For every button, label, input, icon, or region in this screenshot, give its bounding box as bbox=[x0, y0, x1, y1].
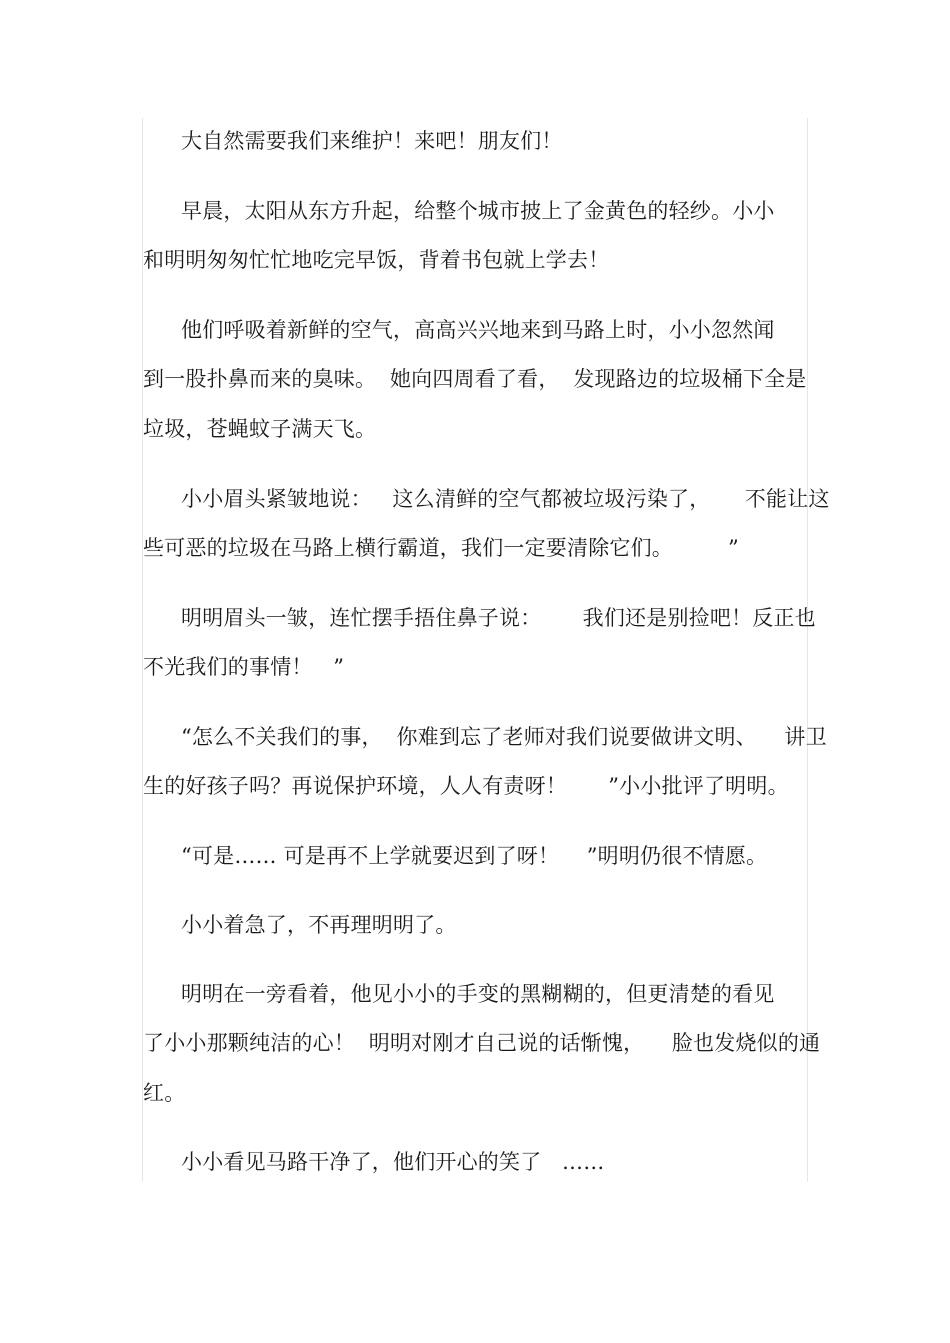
text-line: 红。 bbox=[143, 1081, 186, 1105]
text-line: 大自然需要我们来维护！来吧！朋友们！ bbox=[181, 129, 563, 153]
text-line: 了小小那颗纯洁的心！ 明明对刚才自己说的话惭愧， 脸也发烧似的通 bbox=[143, 1031, 821, 1055]
text-line: 到一股扑鼻而来的臭味。 她向四周看了看， 发现路边的垃圾桶下全是 bbox=[143, 367, 807, 391]
text-line: 生的好孩子吗？再说保护环境，人人有责呀！ ”小小批评了明明。 bbox=[143, 774, 789, 798]
text-line: “怎么不关我们的事， 你难到忘了老师对我们说要做讲文明、 讲卫 bbox=[181, 725, 827, 749]
page-frame bbox=[142, 118, 808, 1182]
text-line: 明明在一旁看着，他见小小的手变的黑糊糊的，但更清楚的看见 bbox=[181, 982, 775, 1006]
text-line: 些可恶的垃圾在马路上横行霸道，我们一定要清除它们。 ” bbox=[143, 536, 739, 560]
text-line: 不光我们的事情！ ” bbox=[143, 655, 345, 679]
text-line: 垃圾，苍蝇蚊子满天飞。 bbox=[143, 417, 377, 441]
text-line: 明明眉头一皱，连忙摆手捂住鼻子说： 我们还是别捡吧！反正也 bbox=[181, 606, 816, 630]
text-line: “可是…… 可是再不上学就要迟到了呀！ ”明明仍很不情愿。 bbox=[181, 844, 768, 868]
text-line: 小小看见马路干净了，他们开心的笑了 …… bbox=[181, 1150, 605, 1174]
text-line: 和明明匆匆忙忙地吃完早饭，背着书包就上学去！ bbox=[143, 248, 610, 272]
text-line: 他们呼吸着新鲜的空气，高高兴兴地来到马路上时，小小忽然闻 bbox=[181, 318, 775, 342]
text-line: 小小眉头紧皱地说： 这么清鲜的空气都被垃圾污染了， 不能让这 bbox=[181, 487, 830, 511]
text-line: 小小着急了，不再理明明了。 bbox=[181, 913, 457, 937]
text-line: 早晨，太阳从东方升起，给整个城市披上了金黄色的轻纱。小小 bbox=[181, 199, 775, 223]
